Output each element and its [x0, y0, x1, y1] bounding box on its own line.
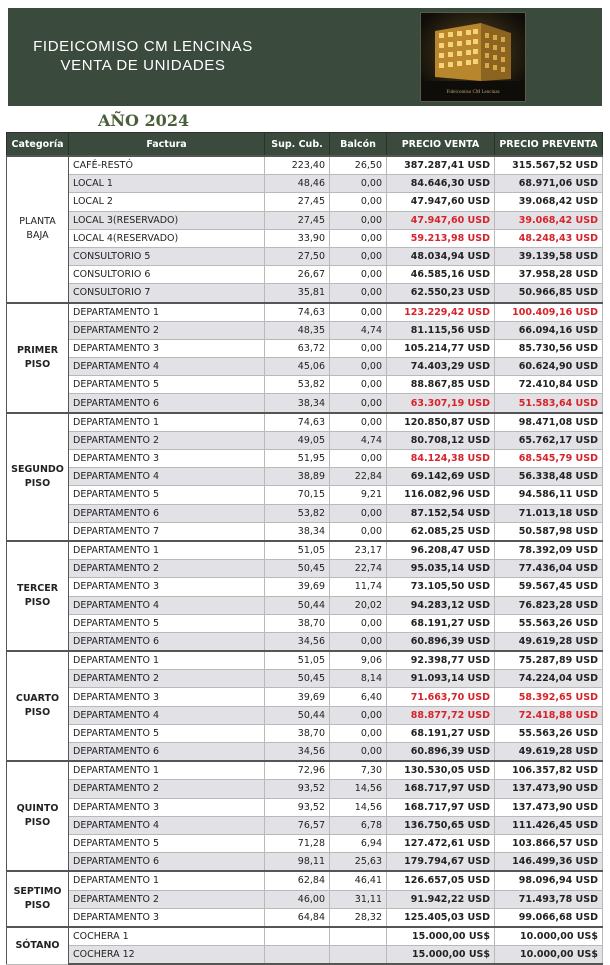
balcon-cell: 6,78 — [330, 816, 387, 834]
table-row — [7, 266, 603, 284]
balcon-cell: 0,00 — [330, 175, 387, 193]
table-row — [7, 376, 603, 394]
unit-name-cell: DEPARTAMENTO 3 — [69, 339, 265, 357]
unit-name-cell: DEPARTAMENTO 6 — [69, 743, 265, 762]
table-row — [7, 908, 603, 927]
precio-preventa-cell: 58.392,65 USD — [495, 688, 603, 706]
balcon-cell: 28,32 — [330, 908, 387, 927]
table-row — [7, 211, 603, 229]
unit-name-cell: LOCAL 1 — [69, 175, 265, 193]
balcon-cell: 0,00 — [330, 394, 387, 413]
precio-venta-cell: 60.896,39 USD — [387, 632, 495, 651]
precio-preventa-cell: 94.586,11 USD — [495, 486, 603, 504]
sup-cub-cell: 64,84 — [265, 908, 330, 927]
precio-preventa-cell: 68.545,79 USD — [495, 450, 603, 468]
sup-cub-cell: 27,50 — [265, 247, 330, 265]
precio-preventa-cell: 50.966,85 USD — [495, 284, 603, 303]
table-row — [7, 853, 603, 872]
precio-venta-cell: 125.405,03 USD — [387, 908, 495, 927]
table-row — [7, 798, 603, 816]
sup-cub-cell: 38,34 — [265, 394, 330, 413]
table-row — [7, 193, 603, 211]
precio-venta-cell: 179.794,67 USD — [387, 853, 495, 872]
precio-venta-cell: 92.398,77 USD — [387, 651, 495, 670]
sup-cub-cell: 76,57 — [265, 816, 330, 834]
unit-name-cell: DEPARTAMENTO 4 — [69, 816, 265, 834]
precio-venta-cell: 71.663,70 USD — [387, 688, 495, 706]
unit-name-cell: DEPARTAMENTO 5 — [69, 614, 265, 632]
unit-name-cell: DEPARTAMENTO 4 — [69, 468, 265, 486]
precio-preventa-cell: 39.139,58 USD — [495, 247, 603, 265]
table-row — [7, 284, 603, 303]
sup-cub-cell: 53,82 — [265, 376, 330, 394]
precio-venta-cell: 168.717,97 USD — [387, 780, 495, 798]
sup-cub-cell: 51,05 — [265, 651, 330, 670]
table-row — [7, 706, 603, 724]
balcon-cell: 0,00 — [330, 358, 387, 376]
precio-venta-cell: 136.750,65 USD — [387, 816, 495, 834]
sup-cub-cell: 39,69 — [265, 688, 330, 706]
sup-cub-cell: 74,63 — [265, 303, 330, 322]
logo-caption: Fideicomiso CM Lencinas — [446, 90, 500, 95]
precio-venta-cell: 81.115,56 USD — [387, 321, 495, 339]
sup-cub-cell: 98,11 — [265, 853, 330, 872]
precio-preventa-cell: 65.762,17 USD — [495, 431, 603, 449]
sup-cub-cell: 27,45 — [265, 211, 330, 229]
table-row — [7, 743, 603, 762]
table-body — [7, 156, 603, 964]
sup-cub-cell: 38,70 — [265, 614, 330, 632]
table-row — [7, 468, 603, 486]
balcon-cell: 6,40 — [330, 688, 387, 706]
building-illustration — [421, 13, 525, 101]
unit-name-cell: DEPARTAMENTO 5 — [69, 724, 265, 742]
balcon-cell: 0,00 — [330, 303, 387, 322]
balcon-cell: 4,74 — [330, 321, 387, 339]
sup-cub-cell — [265, 946, 330, 965]
unit-name-cell: DEPARTAMENTO 3 — [69, 688, 265, 706]
unit-name-cell: LOCAL 2 — [69, 193, 265, 211]
precio-preventa-cell: 55.563,26 USD — [495, 724, 603, 742]
col-header-precio-venta: PRECIO VENTA — [387, 133, 495, 157]
unit-name-cell: DEPARTAMENTO 2 — [69, 321, 265, 339]
table-row — [7, 871, 603, 890]
table-row — [7, 413, 603, 432]
precio-venta-cell: 126.657,05 USD — [387, 871, 495, 890]
precio-preventa-cell: 72.410,84 USD — [495, 376, 603, 394]
sup-cub-cell: 93,52 — [265, 780, 330, 798]
table-row — [7, 651, 603, 670]
sup-cub-cell: 62,84 — [265, 871, 330, 890]
precio-venta-cell: 105.214,77 USD — [387, 339, 495, 357]
balcon-cell: 0,00 — [330, 614, 387, 632]
category-cell: QUINTO PISO — [7, 761, 69, 871]
precio-venta-cell: 91.942,22 USD — [387, 890, 495, 908]
balcon-cell: 0,00 — [330, 413, 387, 432]
precio-venta-cell: 63.307,19 USD — [387, 394, 495, 413]
precio-venta-cell: 46.585,16 USD — [387, 266, 495, 284]
sup-cub-cell: 38,70 — [265, 724, 330, 742]
precio-venta-cell: 68.191,27 USD — [387, 614, 495, 632]
balcon-cell: 0,00 — [330, 193, 387, 211]
table-row — [7, 303, 603, 322]
precio-preventa-cell: 76.823,28 USD — [495, 596, 603, 614]
unit-name-cell: CONSULTORIO 7 — [69, 284, 265, 303]
precio-venta-cell: 62.085,25 USD — [387, 522, 495, 541]
sup-cub-cell: 51,95 — [265, 450, 330, 468]
unit-name-cell: DEPARTAMENTO 2 — [69, 431, 265, 449]
precio-preventa-cell: 60.624,90 USD — [495, 358, 603, 376]
balcon-cell: 0,00 — [330, 247, 387, 265]
table-row — [7, 229, 603, 247]
unit-name-cell: DEPARTAMENTO 4 — [69, 596, 265, 614]
sup-cub-cell: 50,44 — [265, 596, 330, 614]
table-row — [7, 504, 603, 522]
unit-name-cell: DEPARTAMENTO 2 — [69, 560, 265, 578]
balcon-cell: 23,17 — [330, 541, 387, 560]
balcon-cell — [330, 946, 387, 965]
balcon-cell: 0,00 — [330, 284, 387, 303]
unit-name-cell: DEPARTAMENTO 2 — [69, 890, 265, 908]
table-row — [7, 541, 603, 560]
sup-cub-cell: 45,06 — [265, 358, 330, 376]
category-cell: SEPTIMO PISO — [7, 871, 69, 927]
col-header-precio-preventa: PRECIO PREVENTA — [495, 133, 603, 157]
precio-preventa-cell: 98.471,08 USD — [495, 413, 603, 432]
unit-name-cell: DEPARTAMENTO 3 — [69, 450, 265, 468]
precio-venta-cell: 120.850,87 USD — [387, 413, 495, 432]
precio-venta-cell: 84.124,38 USD — [387, 450, 495, 468]
precio-venta-cell: 127.472,61 USD — [387, 834, 495, 852]
unit-name-cell: DEPARTAMENTO 5 — [69, 376, 265, 394]
category-cell: SEGUNDO PISO — [7, 413, 69, 541]
precio-preventa-cell: 100.409,16 USD — [495, 303, 603, 322]
unit-name-cell: LOCAL 4(RESERVADO) — [69, 229, 265, 247]
precio-preventa-cell: 72.418,88 USD — [495, 706, 603, 724]
precio-preventa-cell: 71.493,78 USD — [495, 890, 603, 908]
table-row — [7, 339, 603, 357]
sup-cub-cell: 50,45 — [265, 670, 330, 688]
balcon-cell: 6,94 — [330, 834, 387, 852]
unit-name-cell: DEPARTAMENTO 4 — [69, 706, 265, 724]
balcon-cell: 14,56 — [330, 780, 387, 798]
balcon-cell: 25,63 — [330, 853, 387, 872]
precio-preventa-cell: 137.473,90 USD — [495, 798, 603, 816]
balcon-cell — [330, 927, 387, 946]
balcon-cell: 22,84 — [330, 468, 387, 486]
category-cell: SÓTANO — [7, 927, 69, 964]
precio-preventa-cell: 111.426,45 USD — [495, 816, 603, 834]
col-header-factura: Factura — [69, 133, 265, 157]
precio-venta-cell: 87.152,54 USD — [387, 504, 495, 522]
sup-cub-cell: 48,46 — [265, 175, 330, 193]
precio-preventa-cell: 77.436,04 USD — [495, 560, 603, 578]
precio-venta-cell: 94.283,12 USD — [387, 596, 495, 614]
table-row — [7, 724, 603, 742]
table-row — [7, 450, 603, 468]
precio-venta-cell: 91.093,14 USD — [387, 670, 495, 688]
precio-preventa-cell: 71.013,18 USD — [495, 504, 603, 522]
precio-venta-cell: 47.947,60 USD — [387, 193, 495, 211]
precio-venta-cell: 387.287,41 USD — [387, 156, 495, 175]
sup-cub-cell: 71,28 — [265, 834, 330, 852]
category-cell: PLANTA BAJA — [7, 156, 69, 303]
header-subtitle: VENTA DE UNIDADES — [60, 57, 226, 74]
table-row — [7, 946, 603, 965]
precio-venta-cell: 80.708,12 USD — [387, 431, 495, 449]
balcon-cell: 0,00 — [330, 504, 387, 522]
precio-venta-cell: 88.867,85 USD — [387, 376, 495, 394]
sup-cub-cell: 34,56 — [265, 632, 330, 651]
table-row — [7, 780, 603, 798]
sup-cub-cell: 223,40 — [265, 156, 330, 175]
category-cell: TERCER PISO — [7, 541, 69, 651]
table-row — [7, 890, 603, 908]
balcon-cell: 0,00 — [330, 339, 387, 357]
balcon-cell: 11,74 — [330, 578, 387, 596]
precio-venta-cell: 116.082,96 USD — [387, 486, 495, 504]
sup-cub-cell: 26,67 — [265, 266, 330, 284]
unit-name-cell: DEPARTAMENTO 1 — [69, 761, 265, 780]
sup-cub-cell: 34,56 — [265, 743, 330, 762]
unit-name-cell: DEPARTAMENTO 3 — [69, 798, 265, 816]
table-row — [7, 927, 603, 946]
balcon-cell: 0,00 — [330, 266, 387, 284]
precio-preventa-cell: 98.096,94 USD — [495, 871, 603, 890]
table-row — [7, 321, 603, 339]
precio-preventa-cell: 50.587,98 USD — [495, 522, 603, 541]
table-row — [7, 522, 603, 541]
sup-cub-cell: 35,81 — [265, 284, 330, 303]
balcon-cell: 0,00 — [330, 211, 387, 229]
unit-name-cell: CONSULTORIO 5 — [69, 247, 265, 265]
unit-name-cell: DEPARTAMENTO 3 — [69, 578, 265, 596]
precio-preventa-cell: 106.357,82 USD — [495, 761, 603, 780]
table-row — [7, 358, 603, 376]
table-row — [7, 394, 603, 413]
table-row — [7, 670, 603, 688]
unit-name-cell: DEPARTAMENTO 1 — [69, 541, 265, 560]
balcon-cell: 20,02 — [330, 596, 387, 614]
precio-preventa-cell: 137.473,90 USD — [495, 780, 603, 798]
table-row — [7, 486, 603, 504]
building-logo — [420, 12, 526, 102]
precio-venta-cell: 62.550,23 USD — [387, 284, 495, 303]
unit-name-cell: DEPARTAMENTO 1 — [69, 651, 265, 670]
balcon-cell: 0,00 — [330, 632, 387, 651]
sup-cub-cell: 70,15 — [265, 486, 330, 504]
precio-preventa-cell: 85.730,56 USD — [495, 339, 603, 357]
precio-venta-cell: 95.035,14 USD — [387, 560, 495, 578]
table-row — [7, 578, 603, 596]
sup-cub-cell: 46,00 — [265, 890, 330, 908]
precio-venta-cell: 48.034,94 USD — [387, 247, 495, 265]
table-row — [7, 614, 603, 632]
precio-preventa-cell: 51.583,64 USD — [495, 394, 603, 413]
balcon-cell: 0,00 — [330, 522, 387, 541]
precio-preventa-cell: 68.971,06 USD — [495, 175, 603, 193]
precio-preventa-cell: 49.619,28 USD — [495, 632, 603, 651]
unit-name-cell: CAFÉ-RESTÓ — [69, 156, 265, 175]
precio-preventa-cell: 66.094,16 USD — [495, 321, 603, 339]
balcon-cell: 14,56 — [330, 798, 387, 816]
precio-venta-cell: 60.896,39 USD — [387, 743, 495, 762]
sup-cub-cell: 63,72 — [265, 339, 330, 357]
unit-name-cell: DEPARTAMENTO 5 — [69, 834, 265, 852]
precio-venta-cell: 15.000,00 US$ — [387, 927, 495, 946]
unit-name-cell: DEPARTAMENTO 1 — [69, 413, 265, 432]
table-header-row — [7, 133, 603, 157]
balcon-cell: 22,74 — [330, 560, 387, 578]
precio-venta-cell: 130.530,05 USD — [387, 761, 495, 780]
precio-venta-cell: 96.208,47 USD — [387, 541, 495, 560]
balcon-cell: 0,00 — [330, 229, 387, 247]
balcon-cell: 31,11 — [330, 890, 387, 908]
precio-venta-cell: 88.877,72 USD — [387, 706, 495, 724]
year-label: AÑO 2024 — [98, 111, 190, 130]
table-row — [7, 816, 603, 834]
precio-preventa-cell: 56.338,48 USD — [495, 468, 603, 486]
sup-cub-cell: 33,90 — [265, 229, 330, 247]
precio-preventa-cell: 315.567,52 USD — [495, 156, 603, 175]
balcon-cell: 8,14 — [330, 670, 387, 688]
sup-cub-cell: 53,82 — [265, 504, 330, 522]
unit-name-cell: DEPARTAMENTO 6 — [69, 853, 265, 872]
balcon-cell: 9,21 — [330, 486, 387, 504]
sup-cub-cell: 49,05 — [265, 431, 330, 449]
table-row — [7, 761, 603, 780]
sup-cub-cell: 50,44 — [265, 706, 330, 724]
sup-cub-cell: 38,34 — [265, 522, 330, 541]
units-price-table — [6, 132, 603, 965]
balcon-cell: 0,00 — [330, 743, 387, 762]
precio-preventa-cell: 103.866,57 USD — [495, 834, 603, 852]
precio-venta-cell: 168.717,97 USD — [387, 798, 495, 816]
precio-venta-cell: 47.947,60 USD — [387, 211, 495, 229]
balcon-cell: 7,30 — [330, 761, 387, 780]
unit-name-cell: COCHERA 12 — [69, 946, 265, 965]
precio-venta-cell: 68.191,27 USD — [387, 724, 495, 742]
sup-cub-cell: 51,05 — [265, 541, 330, 560]
table-row — [7, 596, 603, 614]
table-row — [7, 560, 603, 578]
precio-preventa-cell: 10.000,00 US$ — [495, 927, 603, 946]
sup-cub-cell: 39,69 — [265, 578, 330, 596]
precio-venta-cell: 123.229,42 USD — [387, 303, 495, 322]
precio-preventa-cell: 39.068,42 USD — [495, 211, 603, 229]
precio-venta-cell: 74.403,29 USD — [387, 358, 495, 376]
precio-preventa-cell: 59.567,45 USD — [495, 578, 603, 596]
unit-name-cell: DEPARTAMENTO 4 — [69, 358, 265, 376]
precio-preventa-cell: 39.068,42 USD — [495, 193, 603, 211]
unit-name-cell: DEPARTAMENTO 2 — [69, 780, 265, 798]
precio-preventa-cell: 48.248,43 USD — [495, 229, 603, 247]
col-header-categoria: Categoría — [7, 133, 69, 157]
unit-name-cell: DEPARTAMENTO 3 — [69, 908, 265, 927]
precio-venta-cell: 69.142,69 USD — [387, 468, 495, 486]
balcon-cell: 4,74 — [330, 431, 387, 449]
category-cell: PRIMER PISO — [7, 303, 69, 413]
balcon-cell: 0,00 — [330, 706, 387, 724]
precio-preventa-cell: 78.392,09 USD — [495, 541, 603, 560]
table-row — [7, 175, 603, 193]
balcon-cell: 46,41 — [330, 871, 387, 890]
unit-name-cell: DEPARTAMENTO 6 — [69, 504, 265, 522]
unit-name-cell: DEPARTAMENTO 7 — [69, 522, 265, 541]
sup-cub-cell — [265, 927, 330, 946]
header-title: FIDEICOMISO CM LENCINAS — [33, 38, 253, 55]
table-row — [7, 834, 603, 852]
sup-cub-cell: 50,45 — [265, 560, 330, 578]
unit-name-cell: DEPARTAMENTO 6 — [69, 394, 265, 413]
unit-name-cell: DEPARTAMENTO 1 — [69, 303, 265, 322]
sup-cub-cell: 27,45 — [265, 193, 330, 211]
balcon-cell: 0,00 — [330, 450, 387, 468]
precio-preventa-cell: 55.563,26 USD — [495, 614, 603, 632]
unit-name-cell: LOCAL 3(RESERVADO) — [69, 211, 265, 229]
precio-preventa-cell: 49.619,28 USD — [495, 743, 603, 762]
unit-name-cell: CONSULTORIO 6 — [69, 266, 265, 284]
precio-preventa-cell: 74.224,04 USD — [495, 670, 603, 688]
precio-preventa-cell: 99.066,68 USD — [495, 908, 603, 927]
unit-name-cell: DEPARTAMENTO 6 — [69, 632, 265, 651]
balcon-cell: 0,00 — [330, 376, 387, 394]
precio-preventa-cell: 146.499,36 USD — [495, 853, 603, 872]
table-row — [7, 688, 603, 706]
unit-name-cell: DEPARTAMENTO 5 — [69, 486, 265, 504]
table-row — [7, 632, 603, 651]
table-row — [7, 247, 603, 265]
precio-preventa-cell: 75.287,89 USD — [495, 651, 603, 670]
precio-venta-cell: 15.000,00 US$ — [387, 946, 495, 965]
balcon-cell: 0,00 — [330, 724, 387, 742]
col-header-sup-cub: Sup. Cub. — [265, 133, 330, 157]
precio-preventa-cell: 10.000,00 US$ — [495, 946, 603, 965]
sup-cub-cell: 72,96 — [265, 761, 330, 780]
sup-cub-cell: 38,89 — [265, 468, 330, 486]
balcon-cell: 9,06 — [330, 651, 387, 670]
table-row — [7, 431, 603, 449]
sup-cub-cell: 74,63 — [265, 413, 330, 432]
precio-venta-cell: 84.646,30 USD — [387, 175, 495, 193]
precio-venta-cell: 59.213,98 USD — [387, 229, 495, 247]
category-cell: CUARTO PISO — [7, 651, 69, 761]
col-header-balcon: Balcón — [330, 133, 387, 157]
unit-name-cell: DEPARTAMENTO 1 — [69, 871, 265, 890]
precio-venta-cell: 73.105,50 USD — [387, 578, 495, 596]
sup-cub-cell: 48,35 — [265, 321, 330, 339]
unit-name-cell: DEPARTAMENTO 2 — [69, 670, 265, 688]
sup-cub-cell: 93,52 — [265, 798, 330, 816]
table-row — [7, 156, 603, 175]
balcon-cell: 26,50 — [330, 156, 387, 175]
unit-name-cell: COCHERA 1 — [69, 927, 265, 946]
precio-preventa-cell: 37.958,28 USD — [495, 266, 603, 284]
